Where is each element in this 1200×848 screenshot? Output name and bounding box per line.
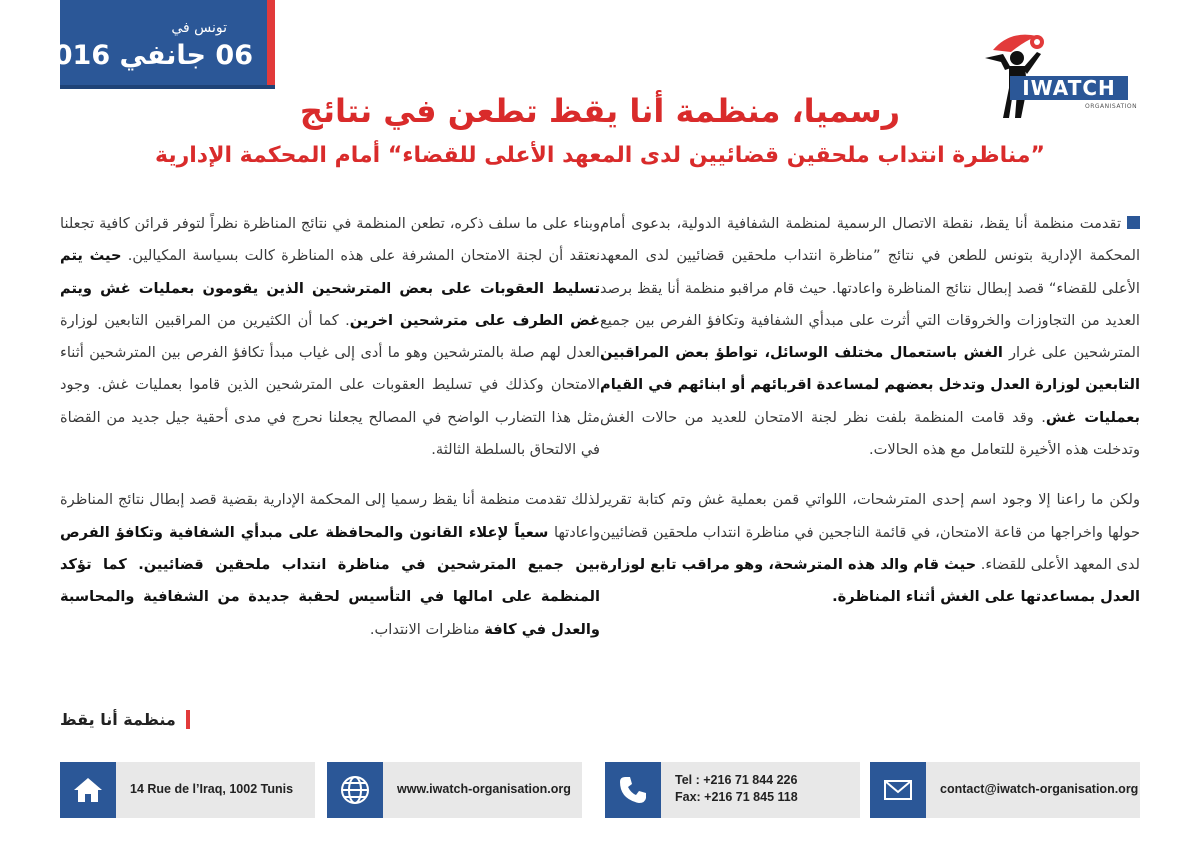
signature-text: منظمة أنا يقظ xyxy=(60,710,190,729)
address-text: 14 Rue de l’Iraq, 1002 Tunis xyxy=(130,782,294,796)
lp1-seg1: حيث يتم تسليط العقوبات على بعض المترشحين الذين يقومون بعمليات غش ويتم غض الطرف على مترشحين اخرين xyxy=(60,247,600,329)
date-box xyxy=(34,0,275,89)
rp1-seg2: . وقد قامت المنظمة بلفت نظر لجنة الامتحان للعديد من حالات الغش وتدخلت هذه الأخيرة للتعامل مع هذه الحالات. xyxy=(600,408,1140,459)
rp2-seg1: حيث قام والد هذه المترشحة، وهو مراقب تابع لوزارة العدل بمساعدتها على الغش أثناء المناظرة. xyxy=(600,555,1140,606)
envelope-icon xyxy=(882,774,914,806)
date-box-red-stripe xyxy=(267,0,275,85)
left-paragraph-2 xyxy=(60,484,600,645)
lp2-seg1: سعياً لإعلاء القانون والمحافظة على مبدأي الشفافية وتكافؤ الفرص بين جميع المترشحين في مناظرة انتداب ملحقين قضائيين. كما تؤكد المنظمة على امالها في التأسيس لحقبة جديدة من الشفافية والمحاسبة والعدل في كافة xyxy=(60,523,600,638)
lp2-seg2: مناظرات الانتداب. xyxy=(369,620,485,638)
rp1-seg1: الغش باستعمال مختلف الوسائل، تواطؤ بعض المراقبين التابعين لوزارة العدل وتدخل بعضهم لمساعدة اقربائهم أو ابنائهم في القيام بعمليات غش xyxy=(600,344,1140,426)
phone-icon xyxy=(617,774,649,806)
lp2-seg0: لذلك تقدمت منظمة أنا يقظ رسميا إلى المحكمة الإدارية بقضية قصد إبطال نتائج المناظرة واعادتها xyxy=(60,491,600,541)
footer-address xyxy=(60,762,315,818)
square-bullet-icon xyxy=(1127,216,1140,229)
globe-icon xyxy=(339,774,371,806)
fax-text: Fax: +216 71 845 118 xyxy=(675,790,798,804)
page-title: رسميا، منظمة أنا يقظ تطعن في نتائج xyxy=(299,92,901,130)
signature xyxy=(60,710,600,729)
left-paragraph-1 xyxy=(60,208,600,466)
rp2-seg0: ولكن ما راعنا إلا وجود اسم إحدى المترشحات، اللواتي قمن بعملية غش وتم كتابة تقرير حولها واخراجها من قاعة الامتحان، في قائمة الناجحين في مناظرة انتداب ملحقين قضائيين لدى المعهد الأعلى للقضاء. xyxy=(600,491,1140,573)
right-paragraph-1 xyxy=(600,208,1140,466)
home-icon-box xyxy=(60,762,116,818)
lp1-seg2: . كما أن الكثيرين من المراقبين التابعين لوزارة العدل لهم صلة بالمترشحين وهو ما أدى إلى غياب مبدأ تكافؤ الفرص بين المترشحين أثناء الامتحان وكذلك في تسليط العقوبات على المترشحين الذين قاموا بعمليات غش. وجود مثل هذا التضارب الواضح في المصالح يجعلنا نحرج في مدى أحقية جيل جديد من القضاة في الالتحاق بالسلطة الثالثة. xyxy=(60,311,600,459)
page-subtitle: ”مناظرة انتداب ملحقين قضائيين لدى المعهد الأعلى للقضاء“ أمام المحكمة الإدارية xyxy=(155,143,1045,168)
website-link[interactable]: www.iwatch-organisation.org xyxy=(397,782,571,796)
footer-phone xyxy=(605,762,860,818)
home-icon xyxy=(72,774,104,806)
date-location: تونس في xyxy=(171,20,227,36)
email-link[interactable]: contact@iwatch-organisation.org xyxy=(940,782,1139,796)
left-column xyxy=(60,208,600,664)
right-column xyxy=(600,208,1140,632)
footer-email xyxy=(870,762,1140,818)
logo-subtext: ORGANISATION xyxy=(1085,103,1138,110)
logo-text: IWATCH xyxy=(1010,76,1128,100)
footer-website xyxy=(327,762,582,818)
envelope-icon-box xyxy=(870,762,926,818)
tel-text: Tel : +216 71 844 226 xyxy=(675,773,798,787)
date-value: 06 جانفي 2016 xyxy=(34,40,253,71)
globe-icon-box xyxy=(327,762,383,818)
lp1-seg0: وبناء على ما سلف ذكره، تطعن المنظمة في نتائج المناظرة نظراً لتوفر قرائن كافية تجعلنا نعتقد أن لجنة الامتحان المشرفة على هذه المناظرة كالت بسياسة المكيالين. xyxy=(60,215,601,265)
phone-icon-box xyxy=(605,762,661,818)
rp1-seg0: تقدمت منظمة أنا يقظ، نقطة الاتصال الرسمية لمنظمة الشفافية الدولية، بدعوى أمام المحكمة الإدارية بتونس للطعن في نتائج ”مناظرة انتداب ملحقين قضائيين لدى المعهد الأعلى للقضاء“ قصد إبطال نتائج المناظرة واعادتها. حيث قام مراقبو منظمة أنا يقظ برصد العديد من التجاوزات والخروقات التي أثرت على مبدأي الشفافية وتكافؤ الفرص بين جميع المترشحين على غرار xyxy=(600,215,1140,362)
right-paragraph-2 xyxy=(600,484,1140,613)
